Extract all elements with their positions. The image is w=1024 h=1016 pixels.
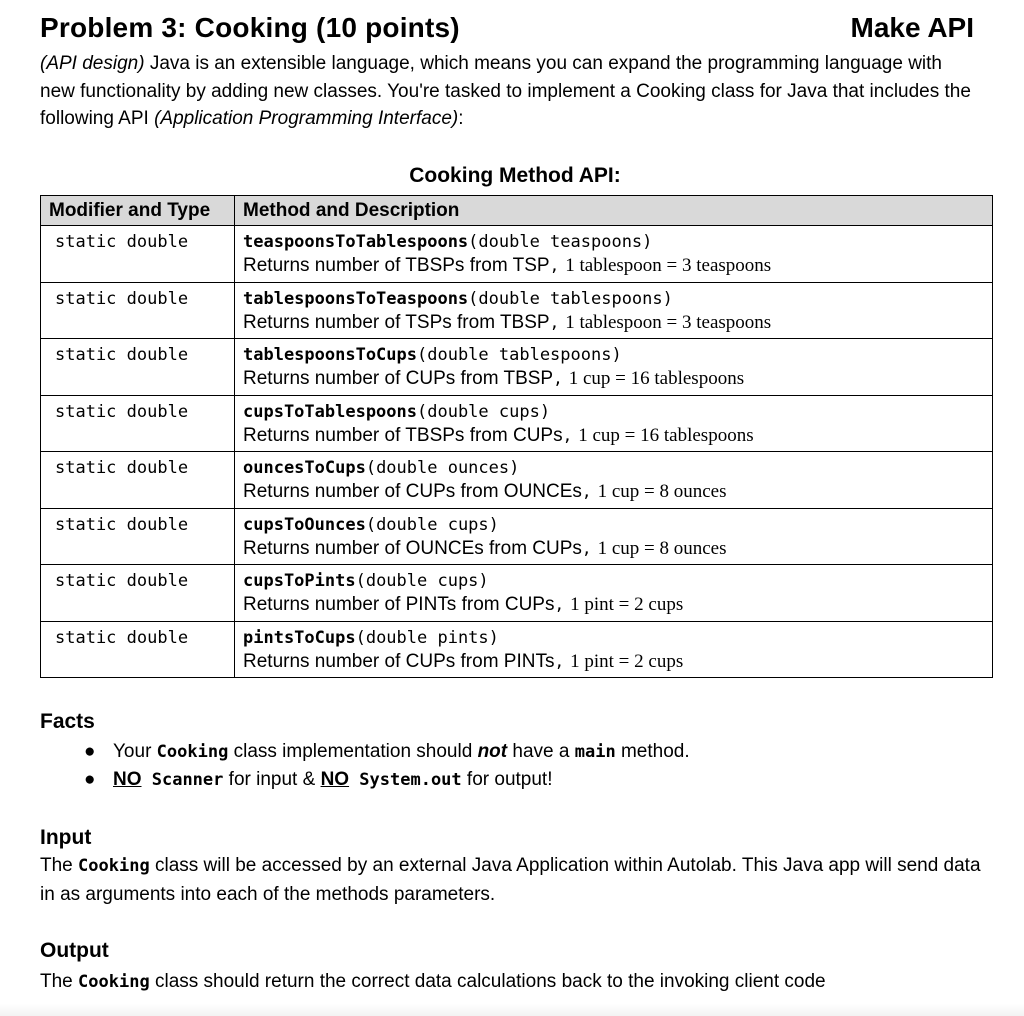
method-cell [235, 339, 993, 396]
method-name: teaspoonsToTablespoons [243, 232, 469, 252]
modifier-cell: static double [41, 565, 235, 622]
method-signature [243, 400, 984, 424]
code-scanner: Scanner [141, 770, 224, 790]
method-name: ouncesToCups [243, 458, 366, 478]
output-heading: Output [40, 939, 109, 962]
description-text: Returns number of TSPs from TBSP [243, 311, 550, 333]
description-separator: , [581, 538, 592, 558]
method-description [243, 311, 984, 335]
modifier-cell: static double [41, 508, 235, 565]
facts-heading: Facts [40, 710, 95, 733]
fact-text: for input & [223, 769, 321, 790]
intro-api-term: (Application Programming Interface) [154, 108, 459, 129]
description-separator: , [549, 256, 560, 275]
method-signature [243, 626, 984, 650]
api-row [41, 621, 993, 678]
description-text: Returns number of TBSPs from TSP [243, 255, 550, 276]
conversion-formula: 1 tablespoon = 3 teaspoons [565, 255, 772, 276]
modifier-cell: static double [41, 226, 235, 283]
problem-title: Problem 3: Cooking (10 points) [40, 12, 460, 43]
method-signature [243, 513, 984, 537]
description-separator: , [553, 369, 563, 388]
facts-list [40, 738, 690, 794]
api-row [41, 339, 993, 396]
fact-item [40, 766, 690, 794]
col-header-modifier: Modifier and Type [41, 196, 235, 226]
method-params: (double cups) [417, 401, 551, 422]
method-signature [243, 343, 984, 367]
method-description [243, 254, 984, 278]
api-table-header-row [41, 196, 993, 226]
method-params: (double teaspoons) [468, 232, 653, 252]
description-text: Returns number of CUPs from OUNCEs [243, 481, 582, 502]
bullet-icon: ● [84, 769, 96, 790]
description-separator: , [581, 482, 592, 501]
problem-tag: Make API [850, 12, 974, 43]
col-header-method: Method and Description [235, 196, 993, 226]
output-text: class should return the correct data calculations back to the invoking client code [149, 971, 826, 992]
method-params: (double ounces) [365, 458, 520, 478]
modifier-cell: static double [41, 395, 235, 452]
description-separator: , [554, 595, 565, 614]
description-text: Returns number of CUPs from PINTs [243, 650, 555, 672]
intro-body: Java is an extensible language, which means you can expand the programming language with new functionality by adding new classes. You're tasked to implement a Cooking class for Java that includes the following API [40, 53, 971, 129]
modifier-cell: static double [41, 282, 235, 339]
description-separator: , [554, 651, 565, 671]
conversion-formula: 1 pint = 2 cups [570, 650, 684, 672]
code-system-out: System.out [349, 770, 462, 790]
method-signature [243, 569, 984, 593]
conversion-formula: 1 tablespoon = 3 teaspoons [565, 311, 772, 333]
method-params: (double tablespoons) [417, 345, 622, 365]
method-cell [235, 226, 993, 283]
method-signature [243, 456, 984, 480]
intro-end: : [458, 108, 464, 129]
no-label: NO [113, 769, 142, 790]
method-description [243, 424, 984, 448]
method-cell [235, 395, 993, 452]
modifier-cell: static double [41, 452, 235, 509]
input-paragraph [40, 852, 1000, 908]
description-separator: , [549, 312, 560, 332]
fact-text: method. [615, 741, 690, 762]
method-cell [235, 508, 993, 565]
no-label: NO [320, 769, 350, 790]
input-text: The [40, 855, 79, 876]
description-text: Returns number of CUPs from TBSP [243, 368, 554, 389]
method-description [243, 367, 984, 391]
method-name: cupsToOunces [243, 514, 366, 535]
method-description [243, 650, 984, 674]
fact-text: Your [113, 741, 157, 762]
method-description [243, 480, 984, 504]
method-name: tablespoonsToTeaspoons [243, 288, 469, 309]
intro-paragraph [40, 50, 980, 133]
method-cell [235, 452, 993, 509]
modifier-cell: static double [41, 621, 235, 678]
fact-text: have a [507, 741, 575, 762]
conversion-formula: 1 cup = 8 ounces [597, 481, 727, 502]
fact-text: for output! [461, 769, 553, 790]
method-description [243, 537, 984, 561]
page-bottom-edge [0, 1004, 1024, 1016]
method-params: (double pints) [355, 627, 499, 648]
fact-text: class implementation should [228, 741, 478, 762]
conversion-formula: 1 cup = 8 ounces [597, 537, 727, 559]
description-separator: , [562, 425, 573, 445]
method-name: tablespoonsToCups [243, 345, 417, 365]
method-name: pintsToCups [243, 627, 356, 648]
conversion-formula: 1 cup = 16 tablespoons [578, 424, 754, 446]
method-description [243, 593, 984, 617]
api-row [41, 226, 993, 283]
output-paragraph [40, 968, 1000, 997]
api-row [41, 452, 993, 509]
emphasis-not: not [477, 741, 508, 762]
method-cell [235, 621, 993, 678]
description-text: Returns number of OUNCEs from CUPs [243, 537, 582, 559]
description-text: Returns number of TBSPs from CUPs [243, 424, 563, 446]
method-params: (double tablespoons) [468, 288, 673, 309]
api-table-title: Cooking Method API: [409, 164, 621, 187]
method-signature [243, 287, 984, 311]
bullet-icon: ● [84, 741, 96, 762]
method-params: (double cups) [355, 571, 489, 591]
method-params: (double cups) [365, 514, 499, 535]
conversion-formula: 1 cup = 16 tablespoons [568, 368, 745, 389]
code-cooking: Cooking [78, 972, 150, 992]
api-row [41, 395, 993, 452]
description-text: Returns number of PINTs from CUPs [243, 594, 555, 615]
api-table [40, 195, 993, 678]
code-cooking: Cooking [156, 742, 229, 762]
method-cell [235, 282, 993, 339]
input-text: class will be accessed by an external Java Application within Autolab. This Java app will send data in as arguments into each of the methods parameters. [40, 855, 981, 905]
output-text: The [40, 971, 79, 992]
code-main: main [574, 742, 616, 762]
conversion-formula: 1 pint = 2 cups [570, 594, 684, 615]
code-cooking: Cooking [78, 856, 150, 876]
method-name: cupsToTablespoons [243, 401, 417, 422]
modifier-cell: static double [41, 339, 235, 396]
method-name: cupsToPints [243, 571, 356, 591]
input-heading: Input [40, 826, 92, 849]
intro-lead: (API design) [40, 53, 145, 74]
method-signature [243, 230, 984, 254]
api-row [41, 282, 993, 339]
method-cell [235, 565, 993, 622]
fact-item [40, 738, 690, 766]
api-row [41, 565, 993, 622]
api-row [41, 508, 993, 565]
problem-header [40, 12, 974, 46]
